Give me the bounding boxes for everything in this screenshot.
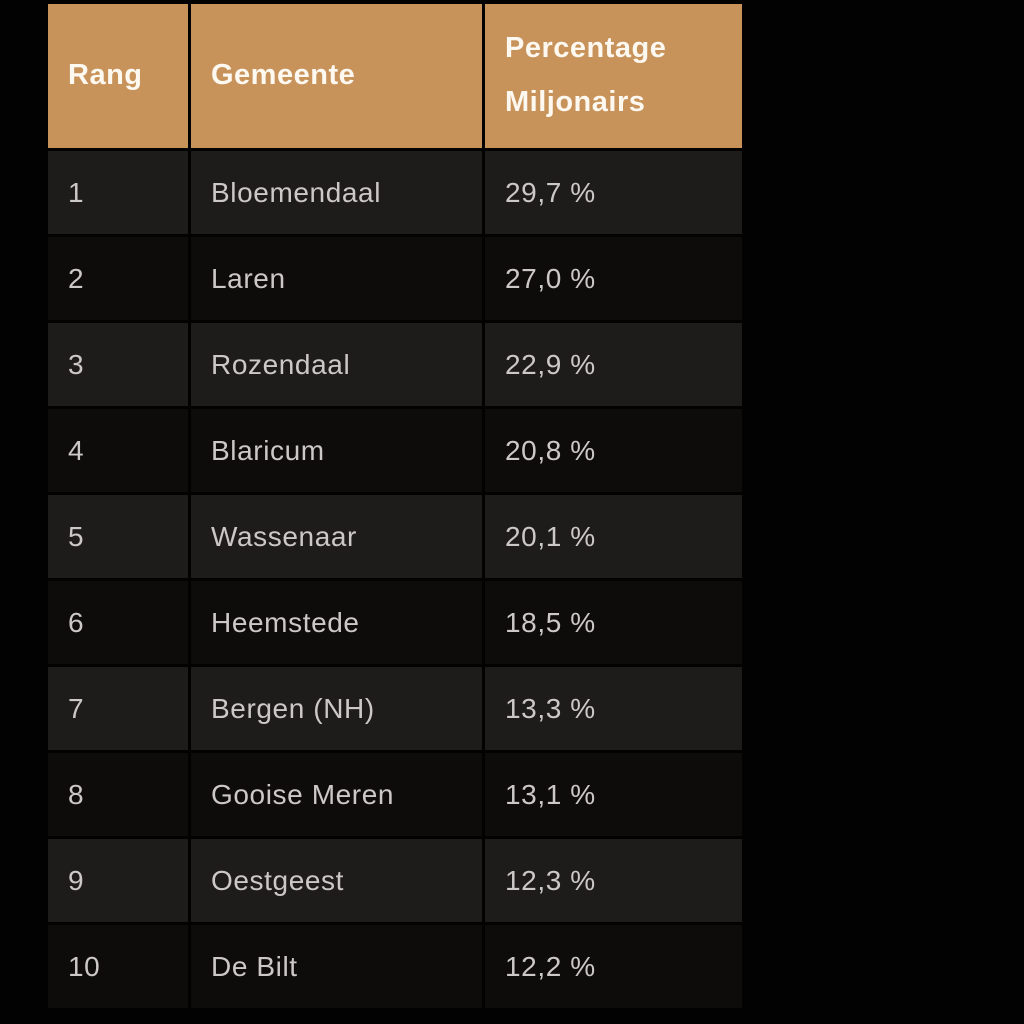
rang-cell: 3: [48, 323, 188, 406]
rang-cell: 9: [48, 839, 188, 922]
millionaires-ranking-table: [48, 4, 742, 1008]
rang-cell: 10: [48, 925, 188, 1008]
percentage-cell: 29,7 %: [485, 151, 742, 234]
column-header-rang: Rang: [48, 4, 188, 148]
rang-cell: 1: [48, 151, 188, 234]
percentage-cell: 12,2 %: [485, 925, 742, 1008]
percentage-cell: 22,9 %: [485, 323, 742, 406]
rang-cell: 4: [48, 409, 188, 492]
percentage-cell: 13,1 %: [485, 753, 742, 836]
percentage-cell: 18,5 %: [485, 581, 742, 664]
percentage-cell: 20,1 %: [485, 495, 742, 578]
percentage-cell: 12,3 %: [485, 839, 742, 922]
percentage-cell: 13,3 %: [485, 667, 742, 750]
gemeente-cell: Blaricum: [191, 409, 482, 492]
percentage-cell: 27,0 %: [485, 237, 742, 320]
gemeente-cell: Laren: [191, 237, 482, 320]
column-header-percentage-miljonairs: Percentage Miljonairs: [485, 4, 742, 148]
column-header-gemeente: Gemeente: [191, 4, 482, 148]
gemeente-cell: Gooise Meren: [191, 753, 482, 836]
rang-cell: 8: [48, 753, 188, 836]
gemeente-cell: Oestgeest: [191, 839, 482, 922]
percentage-cell: 20,8 %: [485, 409, 742, 492]
gemeente-cell: Heemstede: [191, 581, 482, 664]
gemeente-cell: Bloemendaal: [191, 151, 482, 234]
rang-cell: 2: [48, 237, 188, 320]
gemeente-cell: Bergen (NH): [191, 667, 482, 750]
rang-cell: 7: [48, 667, 188, 750]
gemeente-cell: Rozendaal: [191, 323, 482, 406]
rang-cell: 6: [48, 581, 188, 664]
gemeente-cell: De Bilt: [191, 925, 482, 1008]
rang-cell: 5: [48, 495, 188, 578]
gemeente-cell: Wassenaar: [191, 495, 482, 578]
